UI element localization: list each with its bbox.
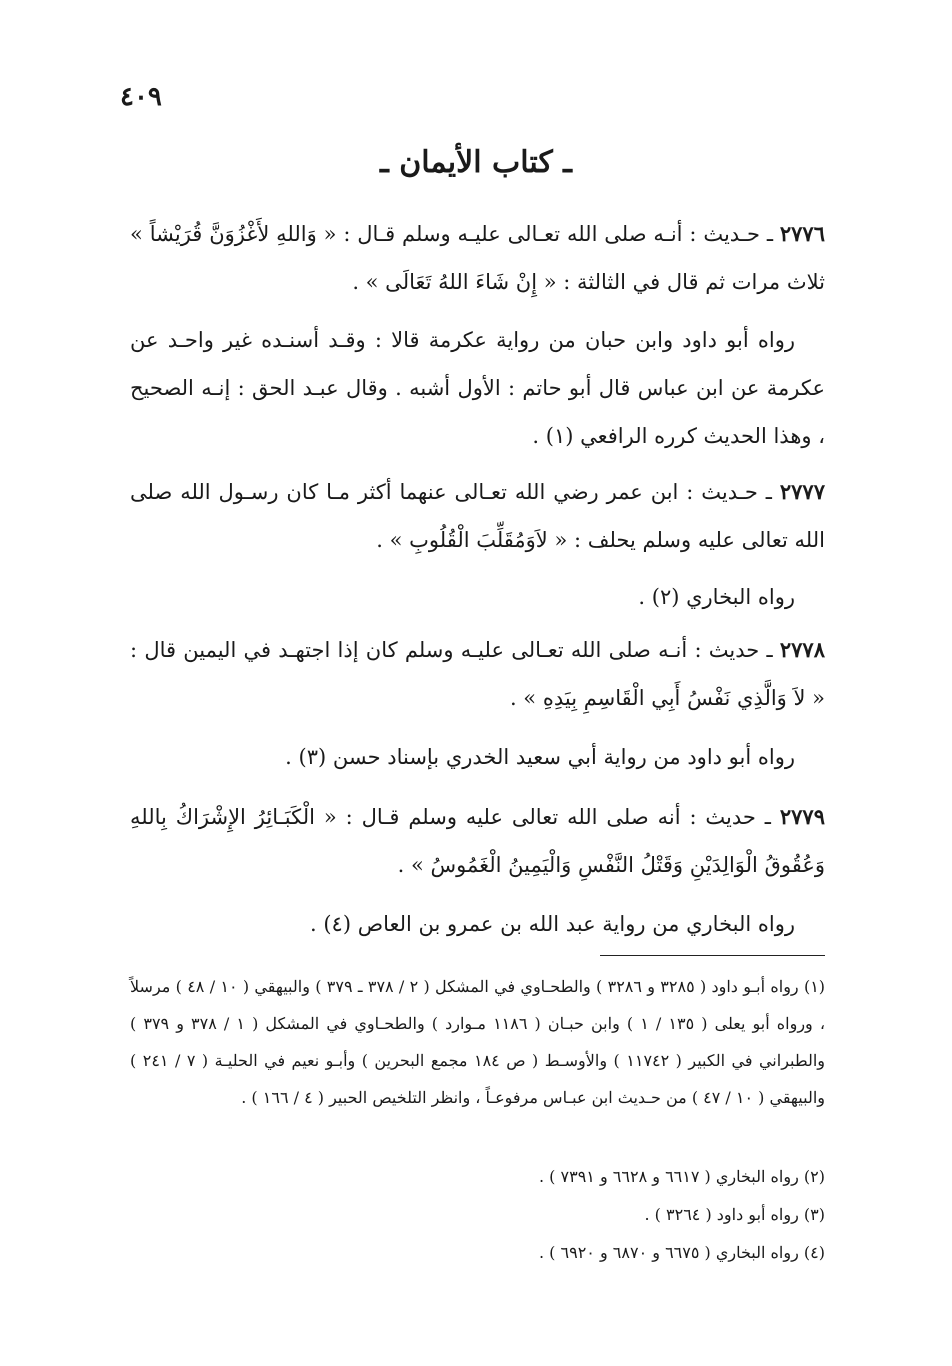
footnote-2: (٢) رواه البخاري ( ٦٦١٧ و ٦٦٢٨ و ٧٣٩١ ) . (539, 1167, 825, 1186)
hadith-2777-paragraph (130, 468, 825, 564)
chapter-title: ـ كتاب الأيمان ـ (380, 145, 572, 180)
hadith-2779-paragraph (130, 793, 825, 889)
footnote-divider (600, 955, 825, 956)
hadith-number: ٢٧٧٧ (779, 479, 825, 504)
commentary-text: رواه أبو داود وابن حبان من رواية عكرمة قالا : وقـد أسنـده غير واحـد عن عكرمة عن ابن عباس قال أبو حاتم : الأول أشبه . وقال عبـد الحق : إنـه الصحيح ، وهذا الحديث كرره الرافعي (١) . (130, 328, 825, 448)
hadith-number: ٢٧٧٨ (779, 637, 825, 662)
hadith-text: ـ حـديث : أنـه صلى الله تعـالى عليـه وسلم قـال : « وَاللهِ لأَغْزُوَنَّ قُرَيْشاً » ثلاث مرات ثم قال في الثالثة : « إِنْ شَاءَ اللهُ تَعَالَى » . (130, 222, 825, 294)
footnote-3: (٣) رواه أبو داود ( ٣٢٦٤ ) . (644, 1205, 825, 1224)
hadith-number: ٢٧٧٩ (779, 804, 825, 829)
hadith-text: ـ حديث : أنه صلى الله تعالى عليه وسلم قـال : « الْكَبَـائِرُ الإِشْرَاكُ بِاللهِ وَعُقُوقُ الْوَالِدَيْنِ وَقَتْلُ النَّفْسِ وَالْيَمِينُ الْغَمُوسُ » . (130, 805, 825, 877)
hadith-2778-paragraph (130, 626, 825, 722)
hadith-text: ـ حديث : أنـه صلى الله تعـالى عليـه وسلم كان إذا اجتهـد في اليمين قال : « لاَ وَالَّذِي نَفْسُ أَبِي الْقَاسِمِ بِيَدِهِ » . (130, 638, 825, 710)
hadith-2776-commentary (130, 316, 825, 460)
hadith-2779-commentary (130, 900, 825, 948)
hadith-2776-paragraph (130, 210, 825, 306)
footnote-1: (١) رواه أبـو داود ( ٣٢٨٥ و ٣٢٨٦ ) والطحـاوي في المشكل ( ٢ / ٣٧٨ ـ ٣٧٩ ) والبيهقي ( ١٠ / ٤٨ ) مرسلاً ، ورواه أبو يعلى ( ١٣٥ / ١ ) وابن حبـان ( ١١٨٦ مـوارد ) والطحـاوي في المشكل ( ١ / ٣٧٨ و ٣٧٩ ) والطبراني في الكبير ( ١١٧٤٢ ) والأوسـط ( ص ١٨٤ مجمع البحرين ) وأبـو نعيم في الحليـة ( ٧ / ٢٤١ ) والبيهقي ( ١٠ / ٤٧ ) من حـديث ابن عبـاس مرفوعـاً ، وانظر التلخيص الحبير ( ٤ / ١٦٦ ) . (130, 977, 826, 1107)
commentary-text: رواه البخاري من رواية عبد الله بن عمرو بن العاص (٤) . (310, 912, 795, 936)
footnote-4: (٤) رواه البخاري ( ٦٦٧٥ و ٦٨٧٠ و ٦٩٢٠ ) . (539, 1243, 825, 1262)
commentary-text: رواه أبو داود من رواية أبي سعيد الخدري بإسناد حسن (٣) . (285, 745, 795, 769)
hadith-2778-commentary (130, 733, 825, 781)
page-number: ٤٠٩ (120, 82, 162, 112)
commentary-text: رواه البخاري (٢) . (638, 585, 795, 609)
hadith-number: ٢٧٧٦ (779, 221, 825, 246)
hadith-2777-commentary (130, 573, 825, 621)
hadith-text: ـ حـديث : ابن عمر رضي الله تعـالى عنهما أكثر مـا كان رسـول الله صلى الله تعالى عليه وسلم يحلف : « لاَوَمُقَلِّبَ الْقُلُوبِ » . (130, 480, 825, 552)
